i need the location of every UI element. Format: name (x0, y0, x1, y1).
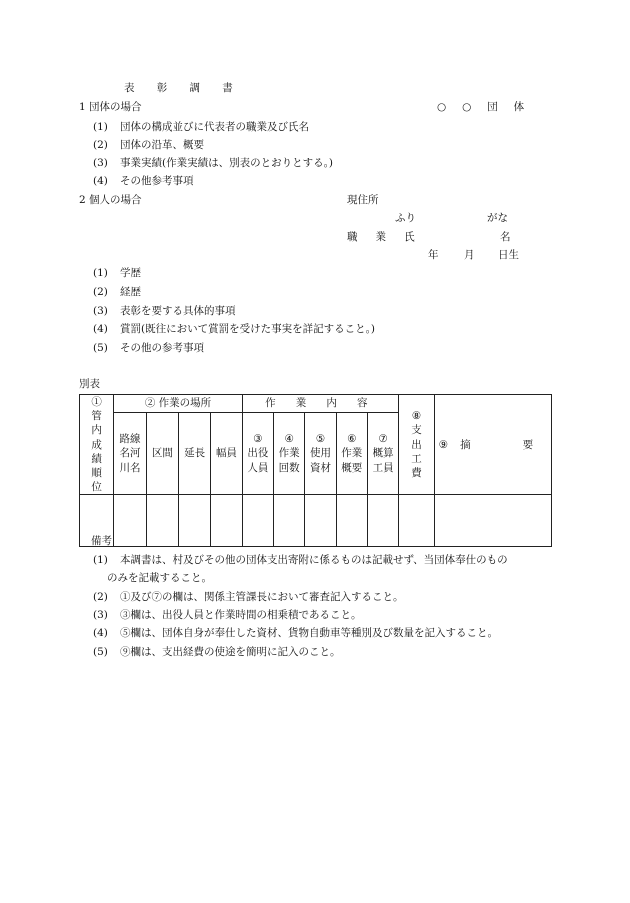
note-number: (1) (93, 554, 108, 566)
note-number: (5) (93, 646, 108, 658)
note-text: ③欄は、出役人員と作業時間の相乗積であること。 (120, 609, 362, 621)
table-cell (146, 495, 178, 547)
list-item-number: (4) (93, 175, 108, 187)
table-cell (399, 495, 434, 547)
section-1-heading: 1 団体の場合 (79, 101, 142, 113)
birth-year-label: 年 (428, 249, 439, 261)
notes-heading: 備考 (91, 535, 112, 547)
note-text: 本調書は、村及びその他の団体支出寄附に係るものは記載せず、当団体奉仕のもの (120, 554, 508, 566)
table-cell (336, 495, 367, 547)
note-number: (4) (93, 627, 108, 639)
list-item-number: (2) (93, 286, 108, 298)
name-label: 名 (500, 231, 511, 243)
list-item-number: (3) (93, 157, 108, 169)
list-item-number: (1) (93, 121, 108, 133)
list-item-text: 団体の沿革、概要 (120, 139, 204, 151)
page-title: 表 彰 調 書 (124, 82, 243, 94)
work-content-group-header: 作 業 内 容 (242, 395, 399, 413)
list-item-text: 学歴 (120, 267, 141, 279)
work-summary-header: ⑥ 作業概要 (336, 412, 367, 494)
route-header: 路線名河川名 (114, 412, 146, 494)
address-label: 現住所 (347, 194, 379, 206)
width-header: 幅員 (211, 412, 242, 494)
table-cell (434, 495, 551, 547)
list-item-text: 賞罰(既往において賞罰を受けた事実を詳記すること。) (120, 323, 375, 335)
table-cell (242, 495, 273, 547)
table-cell (274, 495, 305, 547)
list-item-number: (4) (93, 323, 108, 335)
table-cell (114, 495, 146, 547)
note-number: (3) (93, 609, 108, 621)
table-cell (179, 495, 211, 547)
note-text-continued: のみを記載すること。 (107, 572, 212, 584)
cost-header: ⑧ 支出工費 (399, 395, 434, 495)
furigana-label: がな (487, 212, 508, 224)
list-item-text: その他参考事項 (120, 175, 194, 187)
section-2-heading: 2 個人の場合 (79, 194, 142, 206)
materials-header: ⑤ 使用資材 (305, 412, 336, 494)
furigana-label: ふり (395, 212, 416, 224)
list-item-text: 団体の構成並びに代表者の職業及び氏名 (120, 121, 309, 133)
work-record-table (79, 394, 552, 547)
note-number: (2) (93, 591, 108, 603)
table-cell (367, 495, 398, 547)
organization-placeholder: ○ ○ 団 体 (437, 101, 531, 113)
occupation-name-label: 職 業 氏 (347, 231, 422, 243)
note-text: ⑨欄は、支出経費の使途を簡明に記入のこと。 (120, 646, 341, 658)
list-item-number: (2) (93, 139, 108, 151)
work-count-header: ④ 作業回数 (274, 412, 305, 494)
section-header: 区間 (146, 412, 178, 494)
rank-header: ①管内成績順位 (80, 395, 114, 495)
table-cell (211, 495, 242, 547)
remarks-header: ⑨ 摘 要 (434, 395, 551, 495)
note-text: ⑤欄は、団体自身が奉仕した資材、貨物自動車等種別及び数量を記入すること。 (120, 627, 498, 639)
list-item-text: 事業実績(作業実績は、別表のとおりとする。) (120, 157, 333, 169)
table-caption: 別表 (79, 378, 100, 390)
list-item-number: (1) (93, 267, 108, 279)
list-item-text: その他の参考事項 (120, 342, 204, 354)
estimated-workers-header: ⑦ 概算工員 (367, 412, 398, 494)
list-item-text: 表彰を要する具体的事項 (120, 305, 236, 317)
list-item-number: (3) (93, 305, 108, 317)
list-item-number: (5) (93, 342, 108, 354)
table-cell (305, 495, 336, 547)
work-place-group-header: ② 作業の場所 (114, 395, 242, 413)
length-header: 延長 (179, 412, 211, 494)
birth-day-label: 日生 (498, 249, 519, 261)
workers-header: ③ 出役人員 (242, 412, 273, 494)
birth-month-label: 月 (464, 249, 475, 261)
list-item-text: 経歴 (120, 286, 141, 298)
note-text: ①及び⑦の欄は、関係主管課長において審査記入すること。 (120, 591, 404, 603)
